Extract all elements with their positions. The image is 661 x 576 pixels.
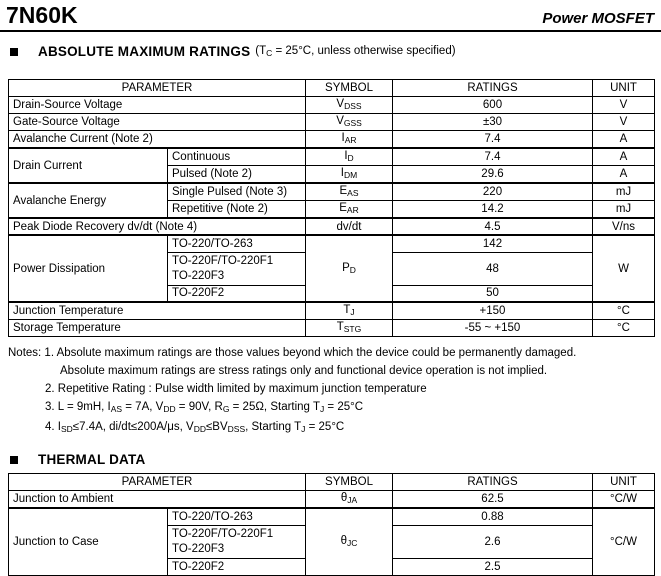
param-sub-cell: Single Pulsed (Note 3): [168, 183, 306, 201]
param-cell: Junction Temperature: [9, 302, 306, 320]
param-group-cell: Junction to Case: [9, 508, 168, 575]
unit-cell: mJ: [593, 183, 655, 201]
param-sub-cell: [168, 252, 306, 285]
param-cell: Junction to Ambient: [9, 491, 306, 509]
rating-cell: 48: [393, 252, 593, 285]
absolute-maximum-ratings-table: [8, 79, 655, 337]
param-cell: Avalanche Current (Note 2): [9, 131, 306, 149]
table-row: [9, 218, 655, 235]
unit-cell: A: [593, 166, 655, 184]
table-row: [9, 97, 655, 114]
rating-cell: 62.5: [393, 491, 593, 509]
table-row: [9, 114, 655, 131]
section-title: THERMAL DATA: [38, 452, 146, 467]
unit-cell: A: [593, 148, 655, 166]
symbol-cell: dv/dt: [306, 218, 393, 235]
symbol-cell: VDSS: [306, 97, 393, 114]
rating-cell: 4.5: [393, 218, 593, 235]
rating-cell: 50: [393, 285, 593, 302]
rating-cell: 0.88: [393, 508, 593, 525]
note-line: 4. ISD≤7.4A, di/dt≤200A/μs, VDD≤BVDSS, Starting TJ = 25°C: [45, 421, 345, 434]
column-header-ratings: RATINGS: [393, 474, 593, 491]
rating-cell: 7.4: [393, 131, 593, 149]
thermal-data-heading: [10, 452, 661, 467]
note-line: Absolute maximum ratings are stress ratings only and functional device operation is not implied.: [60, 365, 548, 377]
table-row: [9, 148, 655, 166]
unit-cell: V: [593, 114, 655, 131]
square-bullet-icon: [10, 48, 18, 56]
rating-cell: 2.5: [393, 558, 593, 575]
symbol-cell: EAS: [306, 183, 393, 201]
package-line: TO-220F/TO-220F1: [172, 528, 274, 540]
param-sub-cell: TO-220/TO-263: [168, 508, 306, 525]
unit-cell: mJ: [593, 201, 655, 219]
rating-cell: -55 ~ +150: [393, 320, 593, 337]
column-header-unit: UNIT: [593, 474, 655, 491]
unit-cell: °C/W: [593, 508, 655, 575]
param-group-cell: Avalanche Energy: [9, 183, 168, 218]
table-row: [9, 302, 655, 320]
symbol-cell: EAR: [306, 201, 393, 219]
symbol-cell: PD: [306, 235, 393, 302]
table-row: [9, 508, 655, 525]
rating-cell: 2.6: [393, 525, 593, 558]
unit-cell: A: [593, 131, 655, 149]
param-sub-cell: TO-220F2: [168, 285, 306, 302]
table-row: [9, 491, 655, 509]
rating-cell: 142: [393, 235, 593, 252]
column-header-ratings: RATINGS: [393, 80, 593, 97]
unit-cell: V/ns: [593, 218, 655, 235]
rating-cell: 7.4: [393, 148, 593, 166]
table-row: [9, 235, 655, 252]
absolute-maximum-ratings-heading: [10, 44, 661, 59]
thermal-data-table: [8, 473, 655, 576]
param-sub-cell: Continuous: [168, 148, 306, 166]
column-header-unit: UNIT: [593, 80, 655, 97]
param-sub-cell: TO-220F2: [168, 558, 306, 575]
part-number-title: 7N60K: [6, 2, 78, 28]
page-header: [0, 0, 661, 32]
unit-cell: °C: [593, 302, 655, 320]
symbol-cell: TSTG: [306, 320, 393, 337]
square-bullet-icon: [10, 456, 18, 464]
param-cell: Drain-Source Voltage: [9, 97, 306, 114]
column-header-symbol: SYMBOL: [306, 80, 393, 97]
section-condition: (TC = 25°C, unless otherwise specified): [255, 45, 456, 58]
package-line: TO-220F3: [172, 543, 225, 555]
param-sub-cell: Repetitive (Note 2): [168, 201, 306, 219]
table-row: [9, 183, 655, 201]
param-cell: Storage Temperature: [9, 320, 306, 337]
column-header-parameter: PARAMETER: [9, 474, 306, 491]
rating-cell: ±30: [393, 114, 593, 131]
note-line: Notes: 1. Absolute maximum ratings are those values beyond which the device could be permanently damaged.: [8, 347, 577, 359]
param-sub-cell: TO-220/TO-263: [168, 235, 306, 252]
symbol-cell: ID: [306, 148, 393, 166]
symbol-cell: θJA: [306, 491, 393, 509]
section-title: ABSOLUTE MAXIMUM RATINGS: [38, 44, 251, 59]
table-header-row: [9, 80, 655, 97]
device-type-subtitle: Power MOSFET: [542, 10, 654, 27]
column-header-parameter: PARAMETER: [9, 80, 306, 97]
unit-cell: W: [593, 235, 655, 302]
param-group-cell: Drain Current: [9, 148, 168, 183]
param-group-cell: Power Dissipation: [9, 235, 168, 302]
note-line: 2. Repetitive Rating : Pulse width limited by maximum junction temperature: [45, 383, 427, 395]
column-header-symbol: SYMBOL: [306, 474, 393, 491]
table-row: [9, 320, 655, 337]
symbol-cell: IAR: [306, 131, 393, 149]
param-cell: Peak Diode Recovery dv/dt (Note 4): [9, 218, 306, 235]
symbol-cell: TJ: [306, 302, 393, 320]
package-line: TO-220F3: [172, 270, 225, 282]
symbol-cell: IDM: [306, 166, 393, 184]
rating-cell: 600: [393, 97, 593, 114]
symbol-cell: VGSS: [306, 114, 393, 131]
rating-cell: +150: [393, 302, 593, 320]
param-sub-cell: Pulsed (Note 2): [168, 166, 306, 184]
unit-cell: °C/W: [593, 491, 655, 509]
table-header-row: [9, 474, 655, 491]
note-line: 3. L = 9mH, IAS = 7A, VDD = 90V, RG = 25Ω, Starting TJ = 25°C: [45, 401, 364, 414]
param-cell: Gate-Source Voltage: [9, 114, 306, 131]
rating-cell: 220: [393, 183, 593, 201]
rating-cell: 29.6: [393, 166, 593, 184]
param-sub-cell: [168, 525, 306, 558]
unit-cell: °C: [593, 320, 655, 337]
table-row: [9, 131, 655, 149]
rating-cell: 14.2: [393, 201, 593, 219]
package-line: TO-220F/TO-220F1: [172, 255, 274, 267]
unit-cell: V: [593, 97, 655, 114]
notes-block: [8, 344, 661, 438]
symbol-cell: θJC: [306, 508, 393, 575]
